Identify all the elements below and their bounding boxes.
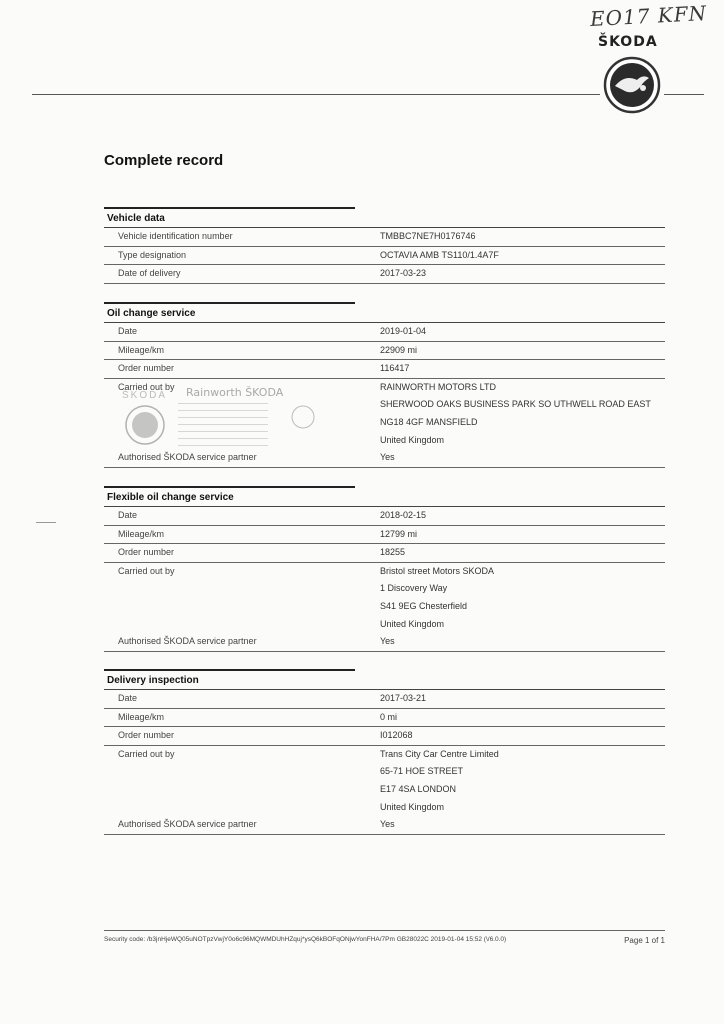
row-label: Vehicle identification number [118, 231, 233, 241]
stamp-dealer-name: Rainworth ŠKODA [186, 386, 284, 399]
table-row [104, 690, 665, 709]
dealer-stamp [120, 386, 320, 452]
row-label: Mileage/km [118, 711, 165, 722]
row-label: Order number [118, 730, 175, 741]
row-value: 22909 mi [380, 344, 418, 355]
row-value: Trans City Car Centre Limited [380, 748, 499, 759]
page-title: Complete record [104, 152, 224, 169]
table-row [104, 544, 665, 563]
row-label: Authorised ŠKODA service partner [118, 819, 257, 830]
handwritten-registration: EO17 KFN [589, 0, 708, 32]
section-heading: Oil change service [104, 302, 355, 322]
stamp-logo-icon [124, 404, 166, 446]
table-row [104, 709, 665, 728]
row-label: Date [118, 510, 138, 520]
section-heading: Flexible oil change service [104, 486, 355, 506]
row-value: 65-71 HOE STREET [380, 766, 464, 777]
row-label: Carried out by [118, 565, 175, 576]
table-row [104, 563, 665, 581]
row-value: 2017-03-23 [380, 268, 427, 279]
row-value: SHERWOOD OAKS BUSINESS PARK SO UTHWELL ROAD EAST [380, 399, 651, 410]
security-code: Security code: /b3jnHjeWQ05uNOTpzVwjY0o6c96MQWMDUhHZquj*ysQ6kBOFqONjwYonFHA/7Pm GB28022C 2019-01-04 15:52 (\/6.0.0) [104, 936, 507, 943]
table-row [104, 342, 665, 361]
row-label: Authorised ŠKODA service partner [118, 636, 257, 647]
row-value: TMBBC7NE7H0176746 [380, 231, 476, 241]
skoda-logo-icon [603, 56, 661, 114]
flexible-oil-change-section [104, 486, 665, 652]
row-label: Carried out by [118, 381, 175, 392]
page-number: Page 1 of 1 [624, 936, 665, 945]
row-value: Yes [380, 636, 395, 647]
brand-wordmark: ŠKODA [598, 34, 658, 50]
table-row [104, 265, 665, 284]
row-value: Yes [380, 452, 395, 463]
row-value: I012068 [380, 730, 413, 741]
table-row [104, 763, 665, 781]
table-row [104, 727, 665, 746]
table-row [104, 633, 665, 652]
row-value: 18255 [380, 547, 406, 558]
footer-rule [104, 930, 665, 931]
stamp-text-lines [178, 402, 268, 446]
row-value: 2019-01-04 [380, 326, 427, 336]
row-value: United Kingdom [380, 801, 445, 812]
table-row [104, 323, 665, 342]
table-row [104, 616, 665, 634]
row-label: Authorised ŠKODA service partner [118, 452, 257, 463]
table-row [104, 746, 665, 764]
row-value: United Kingdom [380, 618, 445, 629]
row-label: Mileage/km [118, 528, 165, 539]
row-value: 0 mi [380, 711, 398, 722]
row-label: Type designation [118, 249, 187, 260]
delivery-inspection-section [104, 669, 665, 835]
row-value: 2018-02-15 [380, 510, 427, 520]
table-row [104, 816, 665, 835]
table-row [104, 526, 665, 545]
row-value: Bristol street Motors SKODA [380, 565, 495, 576]
row-value: United Kingdom [380, 434, 445, 445]
row-label: Order number [118, 363, 175, 374]
row-value: Yes [380, 819, 395, 830]
row-value: 1 Discovery Way [380, 583, 448, 594]
row-value: S41 9EG Chesterfield [380, 600, 468, 611]
row-value: 2017-03-21 [380, 693, 427, 703]
header-rule [32, 94, 600, 95]
header-rule-right [664, 94, 704, 95]
vehicle-data-section [104, 207, 665, 284]
footer [104, 936, 665, 945]
table-row [104, 799, 665, 817]
table-row [104, 228, 665, 247]
row-label: Mileage/km [118, 344, 165, 355]
margin-mark [36, 522, 56, 523]
table-row [104, 781, 665, 799]
row-value: 12799 mi [380, 528, 418, 539]
table-row [104, 247, 665, 266]
row-value: 116417 [380, 363, 410, 374]
section-heading: Delivery inspection [104, 669, 355, 689]
stamp-brand: ŠKODA [122, 390, 168, 401]
section-heading: Vehicle data [104, 207, 355, 227]
row-label: Order number [118, 547, 175, 558]
row-value: RAINWORTH MOTORS LTD [380, 381, 497, 392]
stamp-seal-icon [290, 404, 316, 430]
row-value: NG18 4GF MANSFIELD [380, 416, 478, 427]
table-row [104, 360, 665, 379]
row-label: Date of delivery [118, 268, 181, 279]
table-row [104, 598, 665, 616]
row-value: OCTAVIA AMB TS110/1.4A7F [380, 249, 499, 260]
row-value: E17 4SA LONDON [380, 783, 457, 794]
row-label: Date [118, 326, 138, 336]
row-label: Carried out by [118, 748, 175, 759]
row-label: Date [118, 693, 138, 703]
table-row [104, 580, 665, 598]
table-row [104, 507, 665, 526]
